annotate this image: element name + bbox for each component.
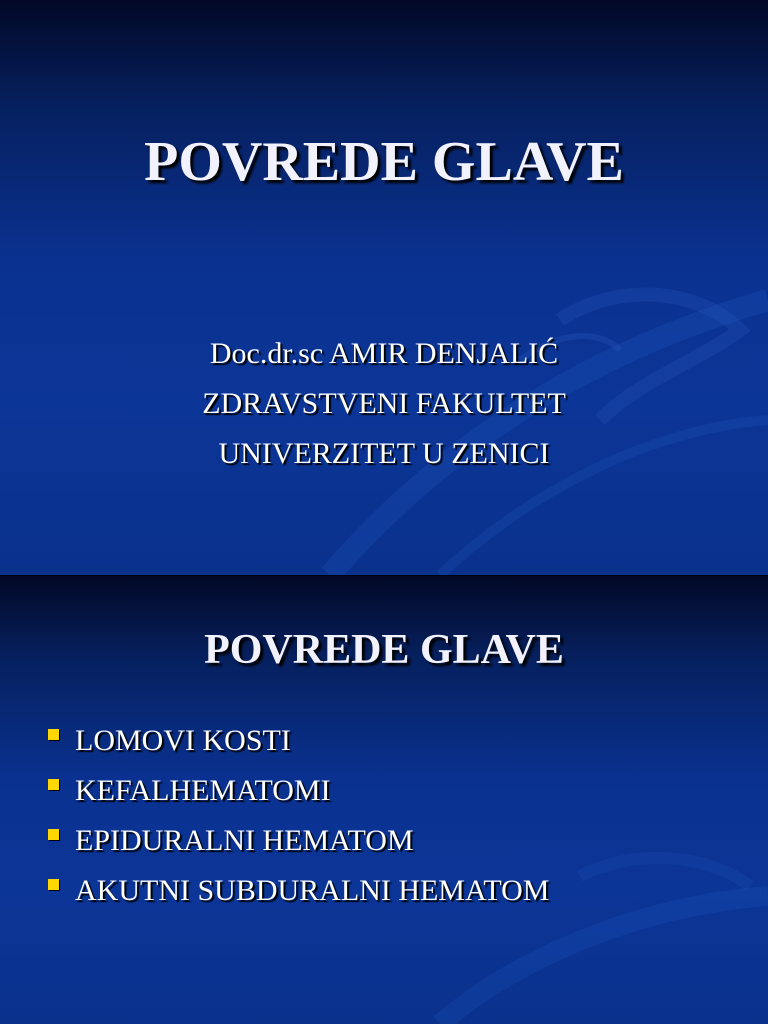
list-item [48, 766, 549, 816]
slide-title: POVREDE GLAVE [204, 627, 564, 673]
list-item [48, 816, 549, 866]
list-item-text: LOMOVI KOSTI [75, 724, 291, 757]
author-info [0, 333, 768, 483]
slide-title: POVREDE GLAVE [144, 131, 624, 193]
list-item [48, 866, 549, 916]
author-name: Doc.dr.sc AMIR DENJALIĆ [209, 337, 559, 370]
list-item-text: EPIDURALNI HEMATOM [75, 824, 414, 857]
square-bullet-icon [48, 779, 59, 790]
faculty-name: ZDRAVSTVENI FAKULTET [202, 387, 566, 420]
square-bullet-icon [48, 829, 59, 840]
list-item-text: KEFALHEMATOMI [75, 774, 331, 807]
slide-2 [0, 576, 768, 1024]
university-name: UNIVERZITET U ZENICI [218, 437, 550, 470]
square-bullet-icon [48, 729, 59, 740]
square-bullet-icon [48, 879, 59, 890]
list-item-text: AKUTNI SUBDURALNI HEMATOM [75, 874, 550, 907]
list-item [48, 716, 549, 766]
bullet-list [48, 716, 549, 916]
